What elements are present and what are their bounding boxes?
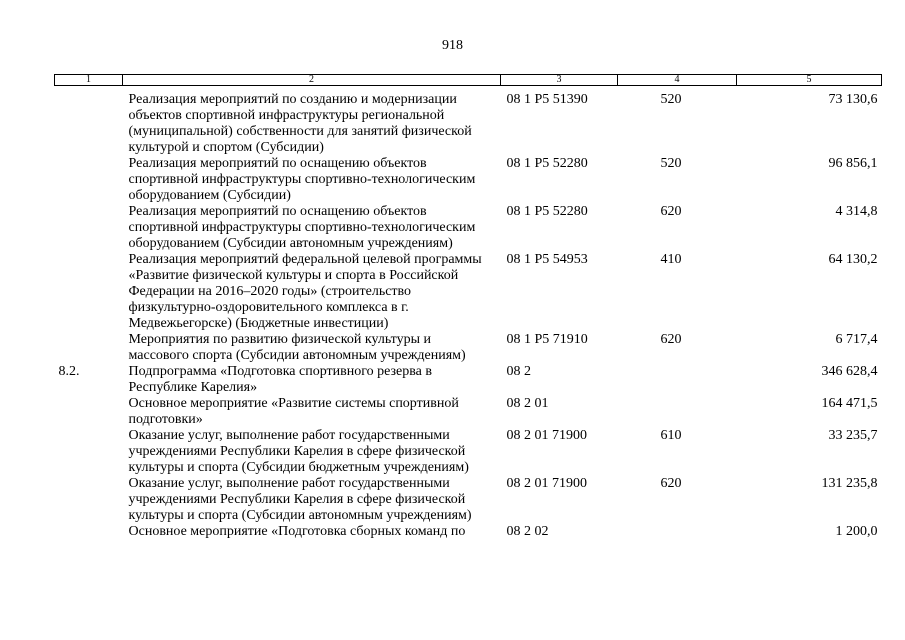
row-expense-type: 620: [660, 332, 682, 347]
row-name: Реализация мероприятий по оснащению объектов спортивной инфраструктуры спортивно-технологическим оборудованием (Субсидии автономным учреждениям): [128, 204, 476, 251]
table-row: [55, 364, 882, 396]
row-expense-type: 520: [660, 92, 682, 107]
row-name: Основное мероприятие «Подготовка сборных команд по: [128, 524, 466, 539]
header-row: [55, 75, 882, 86]
row-code: 08 2 02: [506, 524, 549, 539]
table-row: [55, 396, 882, 428]
row-expense-type: [618, 396, 737, 428]
table-row: [55, 156, 882, 204]
row-sum: 73 130,6: [828, 92, 878, 107]
header-col-3: 3: [501, 75, 618, 86]
row-number: [55, 396, 123, 428]
row-number: [55, 428, 123, 476]
row-expense-type: [618, 524, 737, 540]
row-code: 08 2 01 71900: [506, 428, 587, 443]
row-code: 08 2 01 71900: [506, 476, 587, 491]
table-row: [55, 252, 882, 332]
row-sum: 33 235,7: [828, 428, 878, 443]
row-expense-type: 620: [660, 476, 682, 491]
header-col-5: 5: [737, 75, 882, 86]
table-header: [55, 75, 882, 86]
row-sum: 96 856,1: [828, 156, 878, 171]
row-number: [55, 524, 123, 540]
row-sum: 64 130,2: [828, 252, 878, 267]
row-code: 08 1 Р5 52280: [506, 156, 588, 171]
row-name: Реализация мероприятий по созданию и модернизации объектов спортивной инфраструктуры региональной (муниципальной) собственности для занятий физической культурой и спортом (Субсидии): [128, 92, 472, 155]
table-row: [55, 204, 882, 252]
row-name: Оказание услуг, выполнение работ государственными учреждениями Республики Карелия в сфере физической культуры и спорта (Субсидии бюджетным учреждениям): [128, 428, 469, 475]
table-row: [55, 428, 882, 476]
row-number: [55, 476, 123, 524]
row-sum: 6 717,4: [835, 332, 878, 347]
row-code: 08 1 Р5 51390: [506, 92, 588, 107]
header-col-2: 2: [123, 75, 501, 86]
table-row: [55, 524, 882, 540]
row-code: 08 1 Р5 54953: [506, 252, 588, 267]
row-code: 08 2 01: [506, 396, 549, 411]
row-number: [55, 86, 123, 157]
page-number: 918: [442, 38, 463, 53]
table-row: [55, 86, 882, 157]
row-number: [55, 156, 123, 204]
row-name: Реализация мероприятий федеральной целевой программы «Развитие физической культуры и спорта в Российской Федерации на 2016–2020 годы» (строительство физкультурно-оздоровительного комплекса в г. Медвежьегорске) (Бюджетные инвестиции): [128, 252, 482, 331]
header-col-4: 4: [618, 75, 737, 86]
row-code: 08 1 Р5 52280: [506, 204, 588, 219]
row-sum: 4 314,8: [835, 204, 878, 219]
row-number: 8.2.: [58, 364, 80, 379]
row-name: Оказание услуг, выполнение работ государственными учреждениями Республики Карелия в сфере физической культуры и спорта (Субсидии автономным учреждениям): [128, 476, 472, 523]
row-sum: 346 628,4: [821, 364, 878, 379]
row-sum: 1 200,0: [835, 524, 878, 539]
row-name: Подпрограмма «Подготовка спортивного резерва в Республике Карелия»: [128, 364, 433, 395]
row-name: Реализация мероприятий по оснащению объектов спортивной инфраструктуры спортивно-технологическим оборудованием (Субсидии): [128, 156, 476, 203]
row-expense-type: 620: [660, 204, 682, 219]
row-expense-type: 520: [660, 156, 682, 171]
table-row: [55, 332, 882, 364]
row-code: 08 2: [506, 364, 531, 379]
row-number: [55, 332, 123, 364]
row-expense-type: 610: [660, 428, 682, 443]
row-name: Мероприятия по развитию физической культуры и массового спорта (Субсидии автономным учреждениям): [128, 332, 466, 363]
header-col-1: 1: [55, 75, 123, 86]
row-number: [55, 252, 123, 332]
row-expense-type: 410: [660, 252, 682, 267]
row-name: Основное мероприятие «Развитие системы спортивной подготовки»: [128, 396, 459, 427]
row-sum: 131 235,8: [821, 476, 878, 491]
table-row: [55, 476, 882, 524]
row-sum: 164 471,5: [821, 396, 878, 411]
row-number: [55, 204, 123, 252]
row-code: 08 1 Р5 71910: [506, 332, 588, 347]
budget-table: [54, 74, 882, 540]
table-body: [55, 86, 882, 541]
row-expense-type: [618, 364, 737, 396]
